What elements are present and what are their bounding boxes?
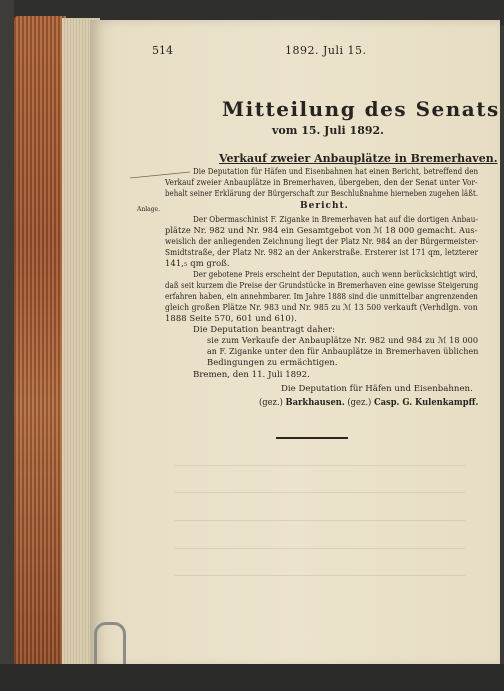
report-line: daß seit kurzem die Preise der Grundstücke in Bremerhaven eine gewisse Steigerung	[165, 280, 479, 290]
background-left	[0, 0, 14, 691]
report-line: Die Deputation beantragt daher:	[193, 324, 336, 334]
document-date: vom 15. Juli 1892.	[272, 124, 384, 137]
background-bottom	[0, 664, 504, 691]
report-line: weislich der anliegenden Zeichnung liegt der Platz Nr. 984 an der Bürgermeister-	[165, 236, 479, 246]
bleed-through-line	[175, 548, 465, 549]
book-spine-edge	[14, 16, 66, 666]
intro-line: Verkauf zweier Anbauplätze in Bremerhaven, übergeben, den der Senat unter Vor-	[165, 177, 478, 187]
report-line: plätze Nr. 982 und Nr. 984 ein Gesamtgebot von ℳ 18 000 gemacht. Aus-	[165, 225, 478, 235]
signature-names	[259, 398, 478, 408]
report-heading: Bericht.	[300, 201, 349, 211]
resolution-line: an F. Ziganke unter den für Anbauplätze in Bremerhaven üblichen	[207, 346, 479, 356]
bleed-through-line	[175, 492, 465, 493]
report-line: erfahren haben, ein annehmbarer. Im Jahre 1888 sind die unmittelbar angrenzenden	[165, 291, 478, 301]
resolution-line: Bedingungen zu ermächtigen.	[207, 357, 338, 367]
signature-name: Barkhausen.	[285, 398, 345, 408]
margin-note: Anlage.	[137, 206, 160, 213]
signature-line: Die Deputation für Häfen und Eisenbahnen.	[281, 384, 473, 394]
document-title: Mitteilung des Senats	[222, 97, 500, 121]
report-line: 141,₅ qm groß.	[165, 258, 230, 268]
bleed-through-line	[175, 520, 465, 521]
running-head: 1892. Juli 15.	[285, 44, 367, 57]
report-line: gleich großen Plätze Nr. 983 und Nr. 985 zu ℳ 13 500 verkauft (Verhdlgn. von	[165, 302, 478, 312]
page-number: 514	[152, 44, 173, 57]
bleed-through-line	[175, 575, 465, 576]
resolution-line: sie zum Verkaufe der Anbauplätze Nr. 982 und 984 zu ℳ 18 000	[207, 335, 479, 345]
report-line: Smidtstraße, der Platz Nr. 982 an der Ankerstraße. Ersterer ist 171 qm, letzterer	[165, 247, 479, 257]
signature-prefix: (gez.)	[347, 398, 372, 408]
report-line: 1888 Seite 570, 601 und 610).	[165, 313, 297, 323]
closing-rule	[276, 437, 348, 439]
signature-prefix: (gez.)	[259, 398, 283, 408]
bleed-through-line	[175, 465, 465, 466]
closing-date: Bremen, den 11. Juli 1892.	[193, 370, 310, 380]
intro-line: behalt seiner Erklärung der Bürgerschaft zur Beschlußnahme hierneben zugehen läßt.	[165, 188, 479, 198]
section-title: Verkauf zweier Anbauplätze in Bremerhaven.	[219, 152, 498, 165]
signature-name: Casp. G. Kulenkampff.	[373, 398, 479, 408]
report-line: Der gebotene Preis erscheint der Deputation, auch wenn berücksichtigt wird,	[193, 269, 478, 279]
report-line: Der Obermaschinist F. Ziganke in Bremerhaven hat auf die dortigen Anbau-	[193, 214, 478, 224]
intro-line: Die Deputation für Häfen und Eisenbahnen hat einen Bericht, betreffend den	[193, 166, 479, 176]
